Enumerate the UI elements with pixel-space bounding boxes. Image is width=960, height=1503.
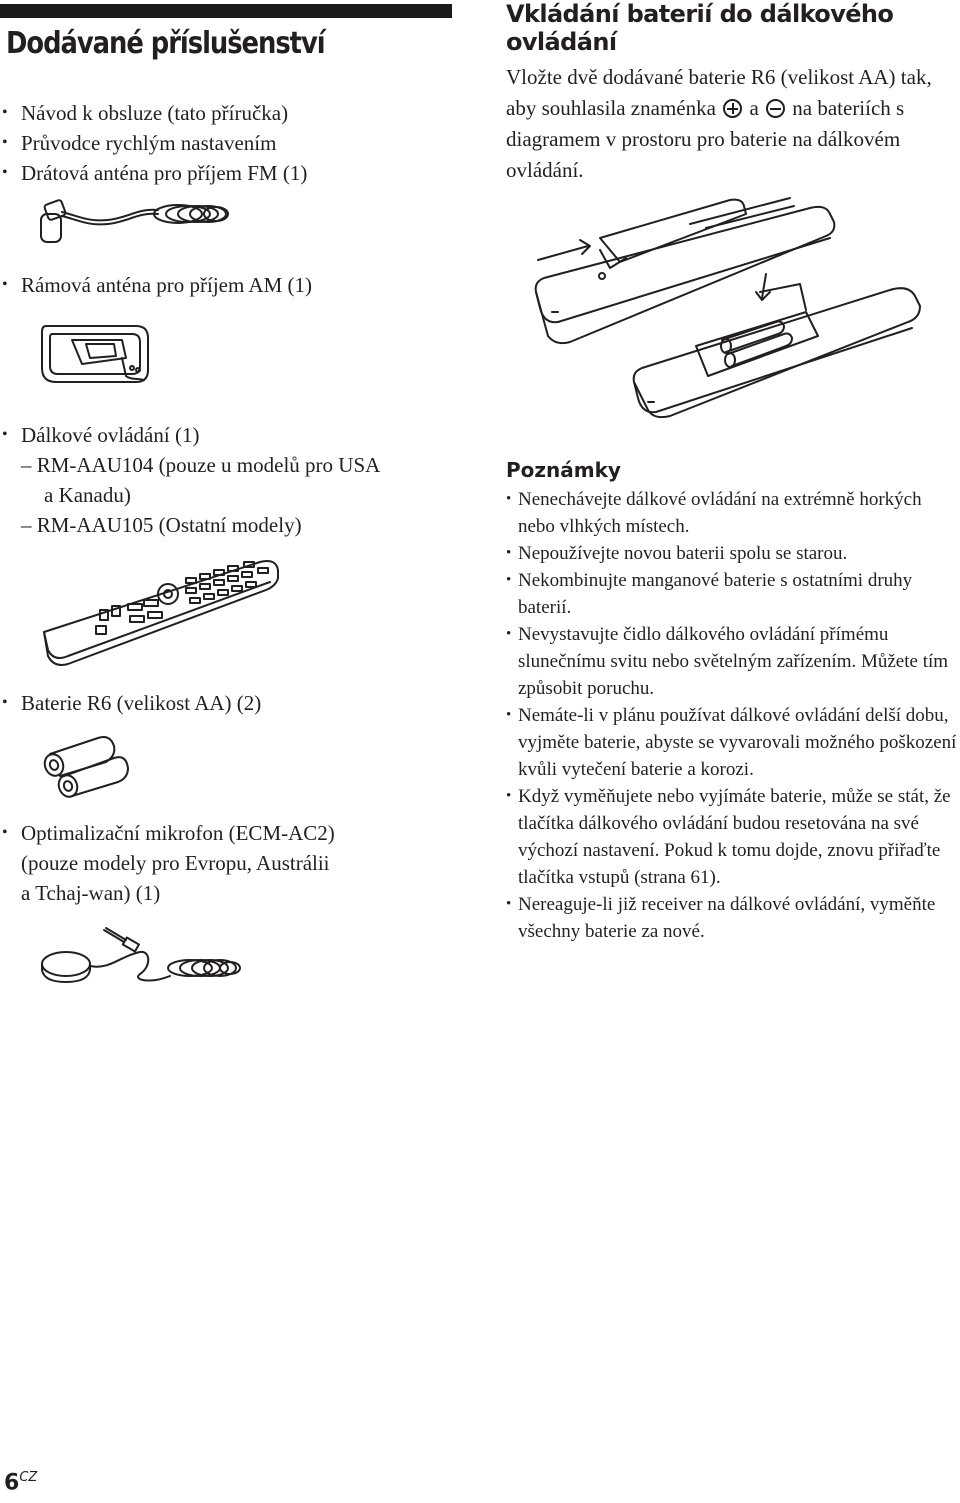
remote-model-1-cont: a Kanadu) xyxy=(44,483,131,507)
mic-detail-line: a Tchaj-wan) (1) xyxy=(21,881,161,905)
instructions-text: na bateriích s diagramem v prostoru pro baterie na dálkovém ovládání. xyxy=(506,96,905,182)
accessory-list-basic xyxy=(0,98,307,188)
remote-model-1: – RM-AAU104 (pouze u modelů pro USA xyxy=(21,453,381,477)
page-title: Dodávané příslušenství xyxy=(6,26,325,61)
microphone-illustration xyxy=(40,926,244,990)
mic-details xyxy=(0,848,330,908)
am-loop-antenna-illustration xyxy=(36,318,156,390)
fm-antenna-illustration xyxy=(38,198,238,248)
battery-insertion-illustration xyxy=(530,194,930,424)
accessory-list-batteries xyxy=(0,688,261,718)
instructions-text: a xyxy=(749,96,759,120)
remote-model-2: – RM-AAU105 (Ostatní modely) xyxy=(21,513,302,537)
accessory-list-mic xyxy=(0,818,335,848)
note-item: • Nekombinujte manganové baterie s ostatními druhy baterií. xyxy=(506,567,960,621)
note-item: • Nepoužívejte novou baterii spolu se starou. xyxy=(506,540,960,567)
header-bar xyxy=(0,4,452,18)
list-item: • Optimalizační mikrofon (ECM-AC2) xyxy=(0,818,335,848)
accessory-list-am xyxy=(0,270,312,300)
battery-instructions xyxy=(506,62,946,186)
list-item: • Dálkové ovládání (1) xyxy=(0,420,199,450)
notes-list xyxy=(506,486,960,945)
battery-section-title: Vkládání baterií do dálkového ovládání xyxy=(506,0,894,56)
list-item: • Drátová anténa pro příjem FM (1) xyxy=(0,158,307,188)
note-item: • Nemáte-li v plánu používat dálkové ovládání delší dobu, vyjměte baterie, abyste se vyvarovali možného poškození kvůli vytečení baterie a korozi. xyxy=(506,702,960,783)
list-item: • Průvodce rychlým nastavením xyxy=(0,128,307,158)
page-number xyxy=(4,1470,37,1495)
list-item: • Baterie R6 (velikost AA) (2) xyxy=(0,688,261,718)
notes-title: Poznámky xyxy=(506,458,621,482)
remote-control-illustration xyxy=(40,556,280,668)
page-language-code: CZ xyxy=(19,1470,38,1485)
instructions-text: Vložte dvě dodávané baterie R6 (velikost AA) tak, aby souhlasila znaménka xyxy=(506,65,932,120)
list-item: • Návod k obsluze (tato příručka) xyxy=(0,98,307,128)
plus-sign-icon xyxy=(723,99,742,118)
mic-detail-line: (pouze modely pro Evropu, Austrálii xyxy=(21,851,330,875)
note-item: • Nevystavujte čidlo dálkového ovládání přímému slunečnímu svitu nebo světelným zařízením. Můžete tím způsobit poruchu. xyxy=(506,621,960,702)
list-item: • Rámová anténa pro příjem AM (1) xyxy=(0,270,312,300)
minus-sign-icon xyxy=(766,99,785,118)
note-item: • Když vyměňujete nebo vyjímáte baterie, může se stát, že tlačítka dálkového ovládání budou resetována na své výchozí nastavení. Pokud k tomu dojde, znovu přiřaďte tlačítka vstupů (strana 61). xyxy=(506,783,960,891)
page-number-value: 6 xyxy=(4,1470,20,1496)
note-item: • Nereaguje-li již receiver na dálkové ovládání, vyměňte všechny baterie za nové. xyxy=(506,891,960,945)
remote-models xyxy=(0,450,380,540)
note-item: • Nenechávejte dálkové ovládání na extrémně horkých nebo vlhkých místech. xyxy=(506,486,960,540)
batteries-illustration xyxy=(42,736,130,798)
accessory-list-remote xyxy=(0,420,199,450)
